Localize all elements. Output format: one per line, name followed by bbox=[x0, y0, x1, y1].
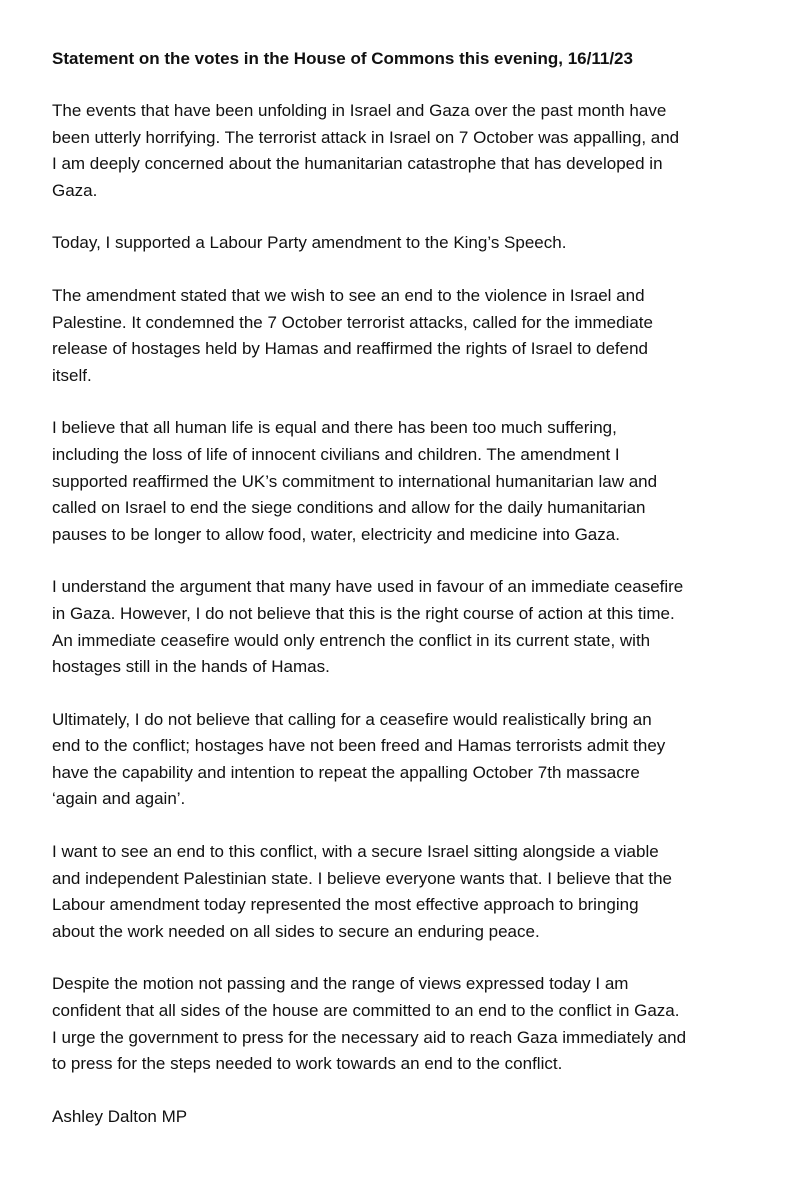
paragraph-line: been utterly horrifying. The terrorist attack in Israel on 7 October was appalling, and bbox=[52, 127, 680, 147]
paragraph-line: itself. bbox=[52, 365, 92, 385]
paragraph-line: to press for the steps needed to work towards an end to the conflict. bbox=[52, 1054, 563, 1074]
paragraph-line: Labour amendment today represented the most effective approach to bringing bbox=[52, 895, 639, 915]
paragraph bbox=[52, 98, 752, 204]
paragraph-line: The events that have been unfolding in Israel and Gaza over the past month have bbox=[52, 101, 667, 120]
paragraph-line: The amendment stated that we wish to see an end to the violence in Israel and bbox=[52, 285, 645, 305]
paragraph bbox=[52, 839, 752, 945]
paragraph bbox=[52, 707, 752, 813]
paragraph-line: supported reaffirmed the UK’s commitment to international humanitarian law and bbox=[52, 471, 658, 491]
paragraph-line: I understand the argument that many have used in favour of an immediate ceasefire bbox=[52, 577, 684, 597]
signature: Ashley Dalton MP bbox=[52, 1106, 188, 1126]
paragraph-line: Today, I supported a Labour Party amendment to the King’s Speech. bbox=[52, 233, 567, 253]
paragraph-line: I believe that all human life is equal and there has been too much suffering, bbox=[52, 418, 617, 438]
paragraph-line: I urge the government to press for the necessary aid to reach Gaza immediately and bbox=[52, 1027, 687, 1047]
paragraph-line: have the capability and intention to repeat the appalling October 7th massacre bbox=[52, 762, 640, 782]
paragraph-line: Ultimately, I do not believe that calling for a ceasefire would realistically bring an bbox=[52, 709, 652, 729]
paragraph-line: Despite the motion not passing and the range of views expressed today I am bbox=[52, 974, 629, 994]
paragraph-line: about the work needed on all sides to secure an enduring peace. bbox=[52, 921, 540, 941]
paragraph bbox=[52, 230, 752, 257]
paragraph-line: An immediate ceasefire would only entrench the conflict in its current state, with bbox=[52, 630, 651, 650]
paragraph bbox=[52, 574, 752, 680]
paragraph-line: end to the conflict; hostages have not been freed and Hamas terrorists admit they bbox=[52, 736, 666, 756]
paragraph bbox=[52, 283, 752, 389]
paragraph-line: pauses to be longer to allow food, water, electricity and medicine into Gaza. bbox=[52, 524, 620, 544]
paragraph bbox=[52, 415, 752, 548]
paragraph-line: Gaza. bbox=[52, 180, 98, 200]
paragraph-line: release of hostages held by Hamas and reaffirmed the rights of Israel to defend bbox=[52, 339, 648, 359]
statement-document bbox=[52, 46, 752, 1130]
paragraph-line: including the loss of life of innocent civilians and children. The amendment I bbox=[52, 444, 620, 464]
paragraph-line: confident that all sides of the house are committed to an end to the conflict in Gaza. bbox=[52, 1001, 680, 1021]
paragraph-line: ‘again and again’. bbox=[52, 789, 186, 809]
paragraph bbox=[52, 971, 752, 1077]
paragraph-line: hostages still in the hands of Hamas. bbox=[52, 657, 330, 677]
statement-body bbox=[52, 98, 752, 1078]
paragraph-line: in Gaza. However, I do not believe that this is the right course of action at this time. bbox=[52, 603, 675, 623]
paragraph-line: called on Israel to end the siege conditions and allow for the daily humanitarian bbox=[52, 498, 646, 518]
paragraph-line: I am deeply concerned about the humanitarian catastrophe that has developed in bbox=[52, 154, 663, 174]
statement-title: Statement on the votes in the House of Commons this evening, 16/11/23 bbox=[52, 49, 633, 68]
paragraph-line: and independent Palestinian state. I believe everyone wants that. I believe that the bbox=[52, 868, 672, 888]
paragraph-line: Palestine. It condemned the 7 October terrorist attacks, called for the immediate bbox=[52, 312, 653, 332]
paragraph-line: I want to see an end to this conflict, with a secure Israel sitting alongside a viable bbox=[52, 842, 659, 862]
